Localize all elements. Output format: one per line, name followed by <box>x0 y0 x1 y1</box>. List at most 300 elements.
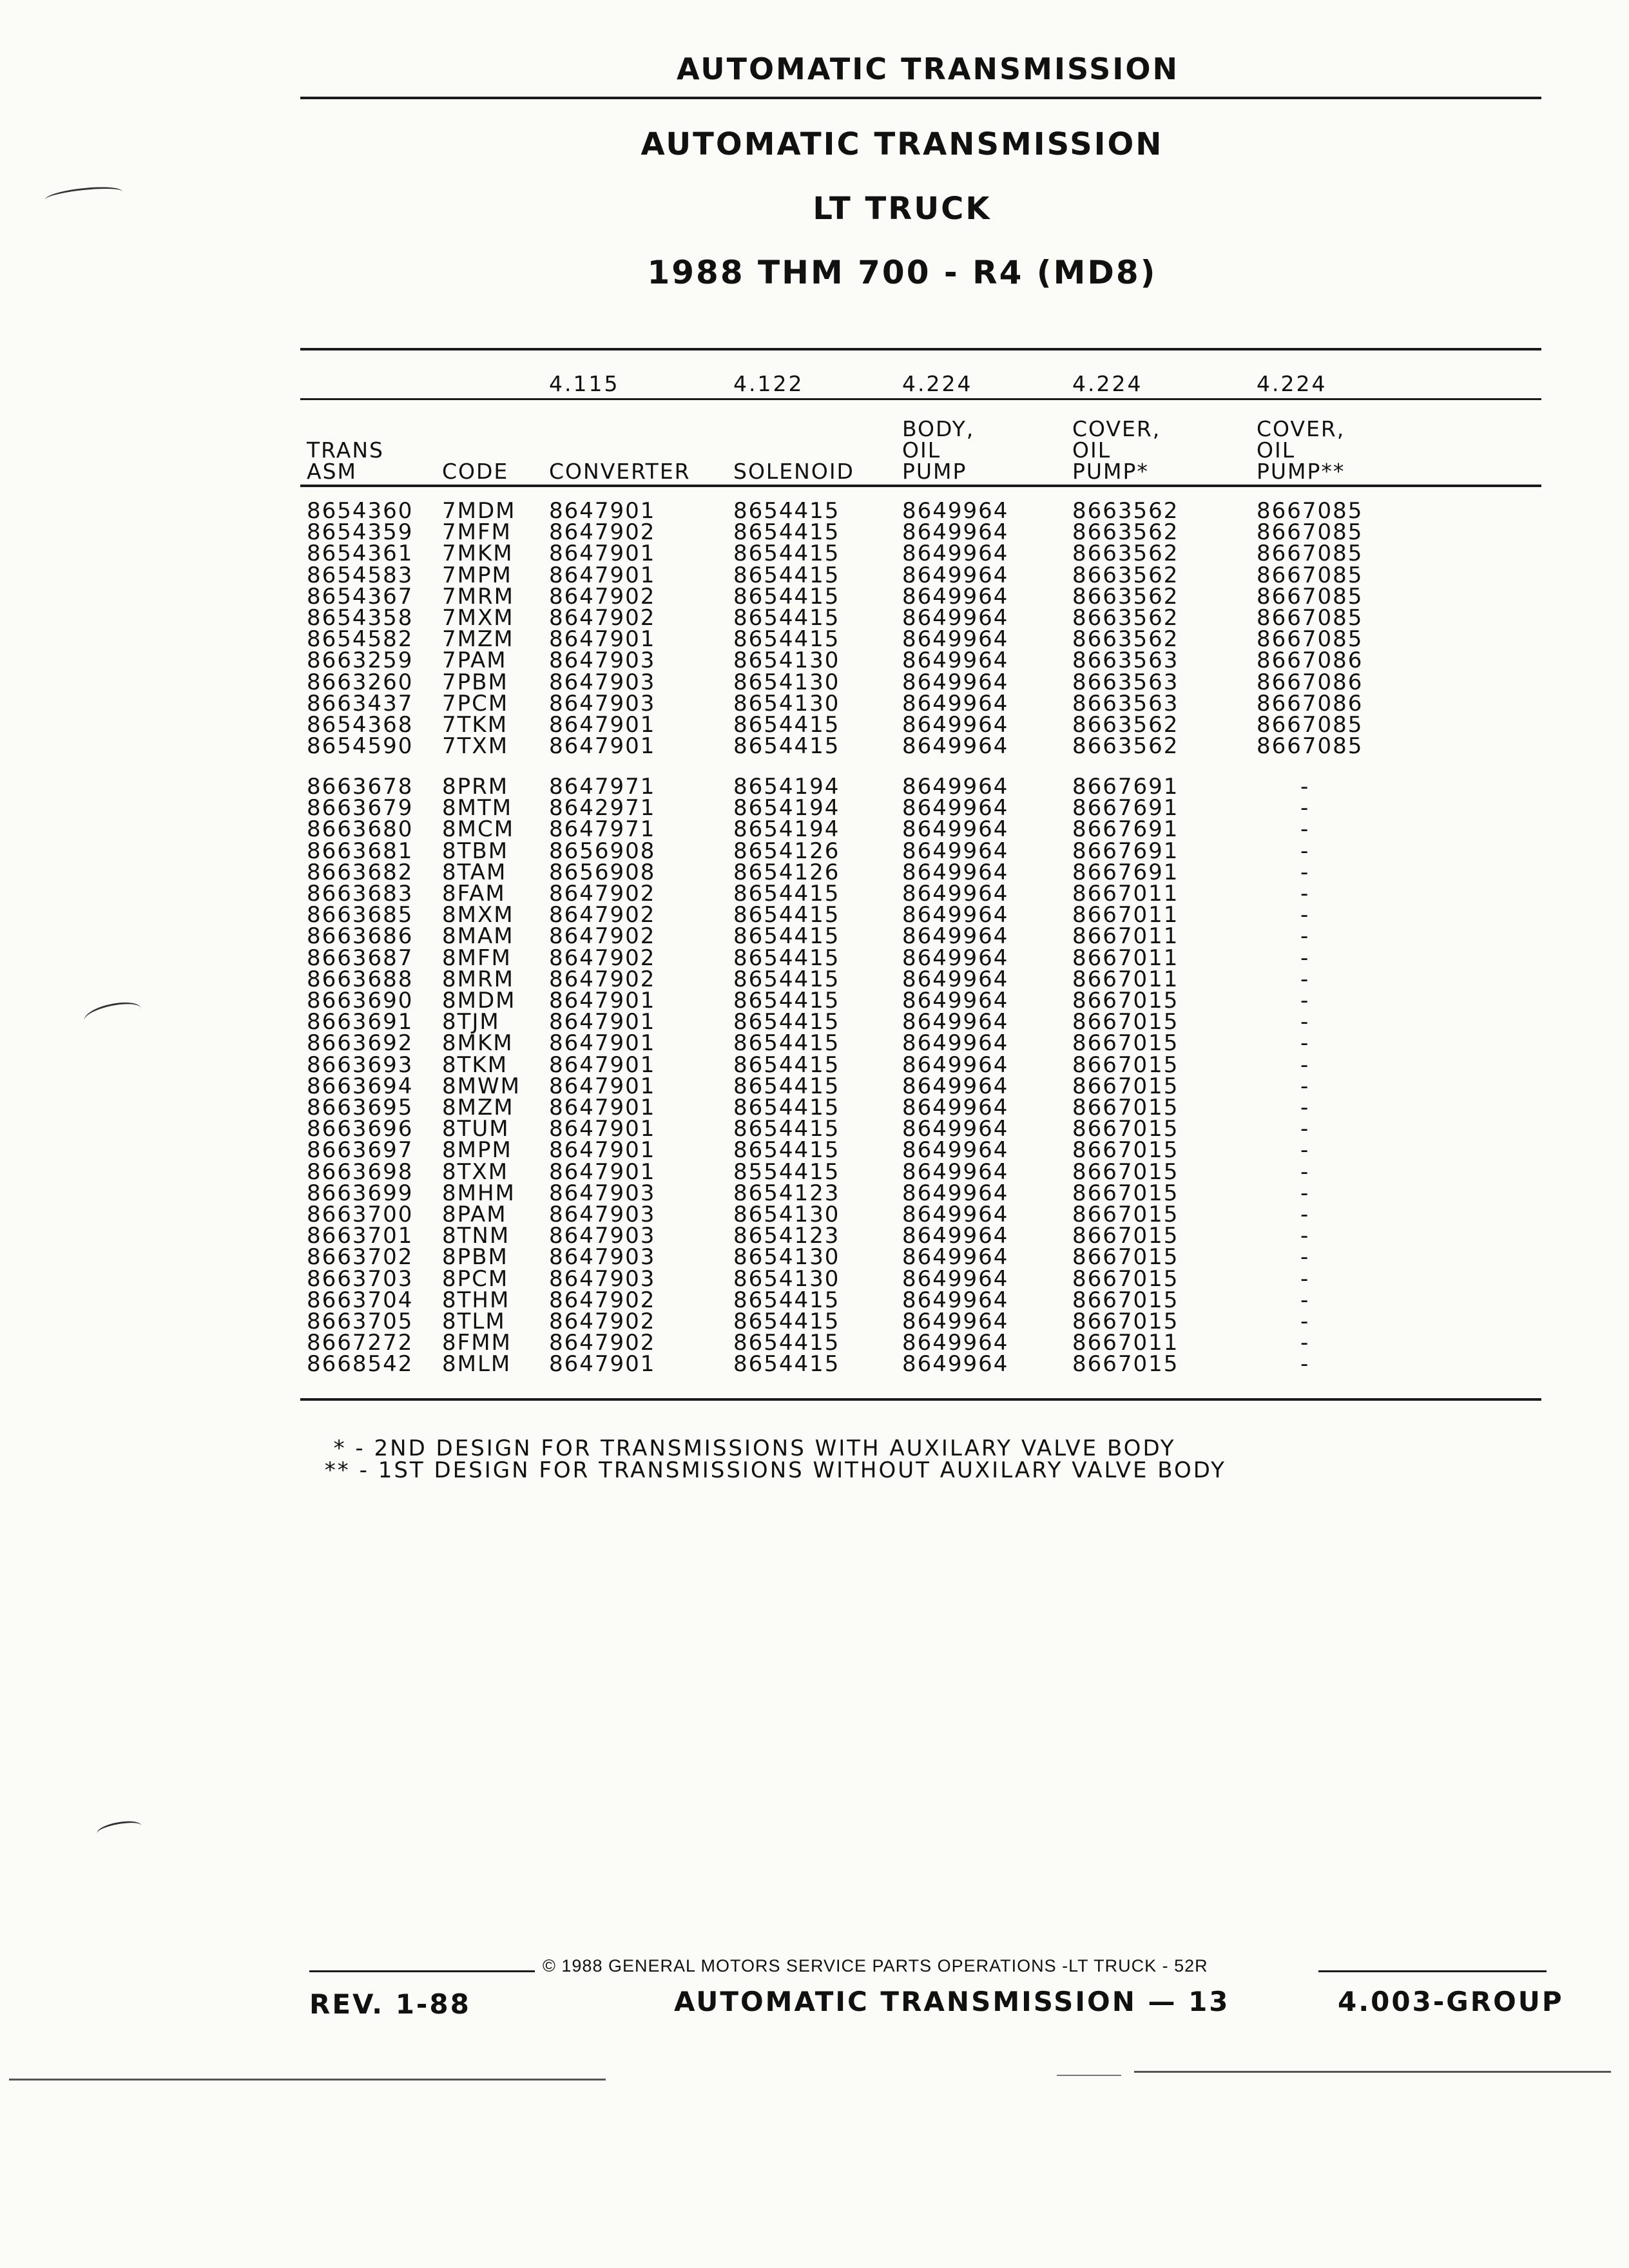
table-row <box>0 881 1629 907</box>
cell-converter: 8647901 <box>549 1030 656 1057</box>
cell-solenoid: 8654123 <box>733 1223 840 1249</box>
cell-solenoid: 8654126 <box>733 838 840 864</box>
column-header-line: BODY, <box>902 416 975 441</box>
table-row <box>0 774 1629 800</box>
table-row <box>0 690 1629 716</box>
cell-trans-asm: 8663687 <box>307 945 414 971</box>
cell-cover-oil-pump-2: 8667085 <box>1257 562 1364 588</box>
table-row <box>0 902 1629 928</box>
cell-cover-oil-pump-2: 8667086 <box>1257 690 1364 716</box>
section-number-converter: 4.115 <box>549 371 620 396</box>
cell-converter: 8647901 <box>549 1009 656 1035</box>
cell-cover-oil-pump-2: - <box>1300 774 1310 800</box>
cell-body-oil-pump: 8649964 <box>902 1265 1009 1292</box>
cell-solenoid: 8654194 <box>733 816 840 843</box>
cell-trans-asm: 8663703 <box>307 1265 414 1292</box>
cell-cover-oil-pump-2: - <box>1300 795 1310 822</box>
cell-code: 8TAM <box>442 859 507 885</box>
cell-trans-asm: 8663693 <box>307 1052 414 1078</box>
cell-code: 8PCM <box>442 1265 509 1292</box>
cell-converter: 8647902 <box>549 945 656 971</box>
cell-cover-oil-pump-2: 8667085 <box>1257 583 1364 610</box>
cell-body-oil-pump: 8649964 <box>902 519 1009 546</box>
cell-converter: 8647902 <box>549 1330 656 1356</box>
cell-body-oil-pump: 8649964 <box>902 626 1009 653</box>
cell-trans-asm: 8663698 <box>307 1158 414 1185</box>
cell-cover-oil-pump-1: 8667011 <box>1072 966 1179 992</box>
footer-page-title: AUTOMATIC TRANSMISSION — 13 <box>674 1986 1230 2017</box>
cell-solenoid: 8654415 <box>733 1351 840 1378</box>
cell-cover-oil-pump-2: - <box>1300 1095 1310 1120</box>
cell-cover-oil-pump-1: 8667015 <box>1072 1009 1179 1035</box>
cell-solenoid: 8654130 <box>733 648 840 674</box>
page-header: AUTOMATIC TRANSMISSION <box>677 52 1179 86</box>
cell-code: 8MDM <box>442 988 516 1014</box>
cell-solenoid: 8654415 <box>733 902 840 928</box>
cell-cover-oil-pump-2: - <box>1300 1137 1310 1164</box>
cell-body-oil-pump: 8649964 <box>902 605 1009 631</box>
cell-cover-oil-pump-1: 8667015 <box>1072 1137 1179 1164</box>
cell-cover-oil-pump-2: 8667085 <box>1257 541 1364 567</box>
table-row <box>0 541 1629 567</box>
cell-cover-oil-pump-1: 8663562 <box>1072 583 1179 610</box>
cell-trans-asm: 8663691 <box>307 1009 414 1035</box>
table-row <box>0 605 1629 631</box>
cell-trans-asm: 8663437 <box>307 690 414 716</box>
cell-converter: 8647901 <box>549 1095 656 1120</box>
cell-cover-oil-pump-1: 8667011 <box>1072 923 1179 950</box>
cell-cover-oil-pump-2: - <box>1300 1244 1310 1271</box>
cell-cover-oil-pump-2: - <box>1300 1287 1310 1313</box>
cell-body-oil-pump: 8649964 <box>902 774 1009 800</box>
cell-cover-oil-pump-1: 8663562 <box>1072 605 1179 631</box>
table-row <box>0 1265 1629 1292</box>
table-row <box>0 712 1629 738</box>
table-bottom-rule <box>300 1398 1541 1401</box>
cell-trans-asm: 8663259 <box>307 648 414 674</box>
section-number-cover-oil-pump-2: 4.224 <box>1257 371 1327 396</box>
cell-body-oil-pump: 8649964 <box>902 712 1009 738</box>
cell-code: 8TLM <box>442 1309 506 1334</box>
column-header-line: CONVERTER <box>549 459 691 484</box>
cell-code: 7TXM <box>442 733 509 760</box>
cell-solenoid: 8654415 <box>733 1116 840 1142</box>
footnote-double-asterisk: ** - 1ST DESIGN FOR TRANSMISSIONS WITHOUT AUXILARY VALVE BODY <box>316 1457 1226 1483</box>
cell-converter: 8647901 <box>549 988 656 1014</box>
cell-cover-oil-pump-1: 8667691 <box>1072 774 1179 800</box>
table-row <box>0 1009 1629 1035</box>
cell-converter: 8647903 <box>549 1223 656 1249</box>
cell-body-oil-pump: 8649964 <box>902 1095 1009 1120</box>
cell-converter: 8647901 <box>549 1158 656 1185</box>
cell-converter: 8647901 <box>549 1116 656 1142</box>
cell-converter: 8647901 <box>549 562 656 588</box>
cell-cover-oil-pump-1: 8667015 <box>1072 1223 1179 1249</box>
cell-trans-asm: 8663697 <box>307 1137 414 1164</box>
cell-cover-oil-pump-1: 8667015 <box>1072 1116 1179 1142</box>
table-row <box>0 838 1629 864</box>
cell-cover-oil-pump-1: 8667015 <box>1072 1158 1179 1185</box>
footnote-single-asterisk: * - 2ND DESIGN FOR TRANSMISSIONS WITH AUXILARY VALVE BODY <box>316 1436 1176 1461</box>
cell-code: 8THM <box>442 1287 510 1313</box>
cell-solenoid: 8654415 <box>733 1052 840 1078</box>
cell-code: 8FAM <box>442 881 506 907</box>
cell-solenoid: 8654126 <box>733 859 840 885</box>
cell-solenoid: 8654415 <box>733 519 840 546</box>
cell-code: 7MXM <box>442 605 514 631</box>
cell-cover-oil-pump-1: 8663563 <box>1072 690 1179 716</box>
cell-body-oil-pump: 8649964 <box>902 583 1009 610</box>
table-row <box>0 988 1629 1014</box>
table-row <box>0 1075 1629 1097</box>
cell-solenoid: 8654415 <box>733 583 840 610</box>
cell-code: 8MHM <box>442 1180 516 1206</box>
footer-revision: REV. 1-88 <box>309 1988 471 2020</box>
cell-cover-oil-pump-2: - <box>1300 1030 1310 1057</box>
cell-cover-oil-pump-2: - <box>1300 1158 1310 1185</box>
table-row <box>0 564 1629 586</box>
cell-converter: 8647902 <box>549 966 656 992</box>
cell-solenoid: 8654415 <box>733 626 840 653</box>
cell-solenoid: 8654130 <box>733 1202 840 1227</box>
cell-body-oil-pump: 8649964 <box>902 1030 1009 1057</box>
cell-code: 8MKM <box>442 1030 514 1057</box>
cell-trans-asm: 8663685 <box>307 902 414 928</box>
cell-cover-oil-pump-2: 8667086 <box>1257 648 1364 674</box>
cell-solenoid: 8654415 <box>733 733 840 760</box>
cell-converter: 8647901 <box>549 712 656 738</box>
cell-solenoid: 8654194 <box>733 795 840 822</box>
cell-cover-oil-pump-2: - <box>1300 945 1310 971</box>
cell-body-oil-pump: 8649964 <box>902 1009 1009 1035</box>
cell-converter: 8647902 <box>549 923 656 950</box>
cell-body-oil-pump: 8649964 <box>902 1202 1009 1227</box>
cell-trans-asm: 8663702 <box>307 1244 414 1271</box>
cell-trans-asm: 8654358 <box>307 605 414 631</box>
table-row <box>0 1158 1629 1185</box>
cell-cover-oil-pump-1: 8667691 <box>1072 838 1179 864</box>
cell-body-oil-pump: 8649964 <box>902 1052 1009 1078</box>
column-header-line: CODE <box>442 459 509 484</box>
cell-cover-oil-pump-1: 8667015 <box>1072 1287 1179 1313</box>
footer-rule-left <box>309 1970 535 1972</box>
table-row <box>0 1204 1629 1225</box>
cell-converter: 8647902 <box>549 1287 656 1313</box>
cell-body-oil-pump: 8649964 <box>902 881 1009 907</box>
column-header-line: SOLENOID <box>733 459 854 484</box>
column-header-line: OIL <box>1257 437 1296 463</box>
column-header-line: PUMP <box>902 459 967 484</box>
table-row <box>0 945 1629 971</box>
cell-cover-oil-pump-1: 8667691 <box>1072 816 1179 843</box>
cell-body-oil-pump: 8649964 <box>902 1244 1009 1271</box>
table-row <box>0 1097 1629 1118</box>
cell-body-oil-pump: 8649964 <box>902 1180 1009 1206</box>
cell-converter: 8647901 <box>549 541 656 567</box>
cell-code: 7MPM <box>442 562 512 588</box>
cell-code: 7PAM <box>442 648 507 674</box>
cell-cover-oil-pump-1: 8667015 <box>1072 1073 1179 1099</box>
cell-solenoid: 8654415 <box>733 988 840 1014</box>
cell-solenoid: 8654415 <box>733 1009 840 1035</box>
cell-cover-oil-pump-1: 8667011 <box>1072 902 1179 928</box>
cell-cover-oil-pump-1: 8667015 <box>1072 1095 1179 1120</box>
cell-solenoid: 8654415 <box>733 1287 840 1313</box>
cell-cover-oil-pump-1: 8663562 <box>1072 498 1179 524</box>
scan-edge-line <box>1134 2071 1611 2073</box>
cell-code: 8PAM <box>442 1202 507 1227</box>
cell-converter: 8647902 <box>549 605 656 631</box>
section-number-solenoid: 4.122 <box>733 371 804 396</box>
cell-converter: 8647903 <box>549 648 656 674</box>
cell-trans-asm: 8654368 <box>307 712 414 738</box>
cell-solenoid: 8654415 <box>733 712 840 738</box>
cell-trans-asm: 8654359 <box>307 519 414 546</box>
cell-body-oil-pump: 8649964 <box>902 923 1009 950</box>
cell-cover-oil-pump-2: - <box>1300 859 1310 885</box>
cell-converter: 8647902 <box>549 902 656 928</box>
cell-body-oil-pump: 8649964 <box>902 1287 1009 1313</box>
cell-code: 7MDM <box>442 498 516 524</box>
cell-converter: 8647901 <box>549 1137 656 1164</box>
cell-cover-oil-pump-1: 8663562 <box>1072 712 1179 738</box>
cell-code: 8MCM <box>442 816 515 843</box>
table-row <box>0 1289 1629 1311</box>
cell-code: 8TUM <box>442 1116 510 1142</box>
cell-converter: 8647903 <box>549 1202 656 1227</box>
cell-body-oil-pump: 8649964 <box>902 816 1009 843</box>
cell-code: 8TKM <box>442 1052 508 1078</box>
cell-trans-asm: 8663681 <box>307 838 414 864</box>
cell-trans-asm: 8663688 <box>307 966 414 992</box>
cell-trans-asm: 8654590 <box>307 733 414 760</box>
footer-copyright: © 1988 GENERAL MOTORS SERVICE PARTS OPERATIONS -LT TRUCK - 52R <box>543 1956 1208 1975</box>
column-header-line: COVER, <box>1072 416 1161 441</box>
table-row <box>0 671 1629 693</box>
cell-converter: 8647901 <box>549 498 656 524</box>
cell-body-oil-pump: 8649964 <box>902 562 1009 588</box>
section-number-cover-oil-pump-1: 4.224 <box>1072 371 1143 396</box>
cell-code: 8MLM <box>442 1351 512 1378</box>
cell-body-oil-pump: 8649964 <box>902 1073 1009 1099</box>
cell-code: 8MTM <box>442 795 513 822</box>
cell-solenoid: 8654415 <box>733 1073 840 1099</box>
column-header-line: TRANS <box>307 437 384 463</box>
cell-trans-asm: 8663696 <box>307 1116 414 1142</box>
cell-code: 8TJM <box>442 1009 500 1035</box>
cell-code: 8MXM <box>442 902 514 928</box>
cell-body-oil-pump: 8649964 <box>902 945 1009 971</box>
column-header-line: OIL <box>1072 437 1112 463</box>
cell-trans-asm: 8663704 <box>307 1287 414 1313</box>
cell-cover-oil-pump-2: - <box>1300 1202 1310 1227</box>
cell-cover-oil-pump-1: 8663563 <box>1072 648 1179 674</box>
cell-converter: 8647902 <box>549 881 656 907</box>
cell-cover-oil-pump-2: - <box>1300 1180 1310 1206</box>
cell-body-oil-pump: 8649964 <box>902 648 1009 674</box>
cell-body-oil-pump: 8649964 <box>902 838 1009 864</box>
cell-code: 8TNM <box>442 1223 510 1249</box>
cell-converter: 8647901 <box>549 626 656 653</box>
cell-body-oil-pump: 8649964 <box>902 966 1009 992</box>
cell-converter: 8647901 <box>549 1351 656 1378</box>
cell-cover-oil-pump-2: - <box>1300 1309 1310 1334</box>
scan-edge-line <box>9 2079 606 2081</box>
cell-code: 8MRM <box>442 966 514 992</box>
binder-hole-mark <box>96 1818 143 1841</box>
table-row <box>0 816 1629 843</box>
cell-cover-oil-pump-2: - <box>1300 1073 1310 1099</box>
table-row <box>0 1311 1629 1332</box>
column-header-line: OIL <box>902 437 941 463</box>
cell-cover-oil-pump-2: - <box>1300 1330 1310 1356</box>
cell-cover-oil-pump-1: 8667015 <box>1072 1052 1179 1078</box>
cell-trans-asm: 8668542 <box>307 1351 414 1378</box>
cell-cover-oil-pump-2: - <box>1300 1052 1310 1078</box>
table-row <box>0 1330 1629 1356</box>
table-row <box>0 1244 1629 1271</box>
cell-solenoid: 8654415 <box>733 1309 840 1334</box>
column-header-line: PUMP* <box>1072 459 1149 484</box>
cell-solenoid: 8654415 <box>733 605 840 631</box>
cell-cover-oil-pump-1: 8667011 <box>1072 1330 1179 1356</box>
table-row <box>0 583 1629 610</box>
cell-cover-oil-pump-2: - <box>1300 1351 1310 1378</box>
title-line-2: LT TRUCK <box>813 191 992 227</box>
cell-trans-asm: 8663679 <box>307 795 414 822</box>
table-row <box>0 1182 1629 1204</box>
table-row <box>0 968 1629 990</box>
cell-trans-asm: 8663682 <box>307 859 414 885</box>
cell-cover-oil-pump-2: - <box>1300 881 1310 907</box>
cell-body-oil-pump: 8649964 <box>902 1309 1009 1334</box>
cell-cover-oil-pump-1: 8667015 <box>1072 1351 1179 1378</box>
cell-solenoid: 8654415 <box>733 1030 840 1057</box>
cell-body-oil-pump: 8649964 <box>902 1116 1009 1142</box>
cell-solenoid: 8654415 <box>733 562 840 588</box>
cell-solenoid: 8654130 <box>733 1244 840 1271</box>
cell-body-oil-pump: 8649964 <box>902 1223 1009 1249</box>
cell-cover-oil-pump-2: 8667085 <box>1257 626 1364 653</box>
cell-body-oil-pump: 8649964 <box>902 795 1009 822</box>
table-row <box>0 733 1629 760</box>
cell-trans-asm: 8654583 <box>307 562 414 588</box>
cell-body-oil-pump: 8649964 <box>902 669 1009 695</box>
cell-trans-asm: 8663700 <box>307 1202 414 1227</box>
cell-cover-oil-pump-1: 8667015 <box>1072 1244 1179 1271</box>
cell-cover-oil-pump-2: - <box>1300 1009 1310 1035</box>
cell-converter: 8647902 <box>549 1309 656 1334</box>
cell-cover-oil-pump-2: 8667085 <box>1257 733 1364 760</box>
cell-body-oil-pump: 8649964 <box>902 988 1009 1014</box>
cell-converter: 8647903 <box>549 1265 656 1292</box>
cell-cover-oil-pump-2: - <box>1300 988 1310 1014</box>
cell-solenoid: 8654415 <box>733 945 840 971</box>
cell-cover-oil-pump-2: - <box>1300 1223 1310 1249</box>
scan-edge-line <box>1057 2075 1121 2076</box>
cell-cover-oil-pump-1: 8667015 <box>1072 1180 1179 1206</box>
cell-trans-asm: 8654582 <box>307 626 414 653</box>
cell-solenoid: 8654415 <box>733 1095 840 1120</box>
table-row <box>0 1116 1629 1142</box>
cell-cover-oil-pump-1: 8667015 <box>1072 1202 1179 1227</box>
cell-converter: 8647971 <box>549 774 656 800</box>
cell-trans-asm: 8667272 <box>307 1330 414 1356</box>
table-row <box>0 519 1629 546</box>
table-row <box>0 626 1629 653</box>
cell-code: 7MFM <box>442 519 512 546</box>
cell-solenoid: 8654415 <box>733 923 840 950</box>
cell-converter: 8647903 <box>549 669 656 695</box>
cell-code: 8PBM <box>442 1244 508 1271</box>
table-row <box>0 1030 1629 1057</box>
cell-body-oil-pump: 8649964 <box>902 690 1009 716</box>
cell-solenoid: 8654415 <box>733 966 840 992</box>
cell-body-oil-pump: 8649964 <box>902 498 1009 524</box>
cell-trans-asm: 8654360 <box>307 498 414 524</box>
footer-group: 4.003-GROUP <box>1338 1986 1564 2017</box>
cell-solenoid: 8654415 <box>733 881 840 907</box>
cell-solenoid: 8654415 <box>733 1330 840 1356</box>
table-row <box>0 1137 1629 1164</box>
cell-body-oil-pump: 8649964 <box>902 541 1009 567</box>
cell-converter: 8647901 <box>549 1073 656 1099</box>
cell-solenoid: 8654194 <box>733 774 840 800</box>
column-header-line: ASM <box>307 459 357 484</box>
cell-converter: 8647902 <box>549 583 656 610</box>
cell-converter: 8647903 <box>549 1244 656 1271</box>
cell-code: 8MWM <box>442 1073 521 1099</box>
cell-code: 7MRM <box>442 583 514 610</box>
cell-trans-asm: 8663680 <box>307 816 414 843</box>
cell-cover-oil-pump-2: - <box>1300 966 1310 992</box>
cell-cover-oil-pump-1: 8663562 <box>1072 541 1179 567</box>
cell-code: 7MZM <box>442 626 514 653</box>
cell-body-oil-pump: 8649964 <box>902 1158 1009 1185</box>
cell-body-oil-pump: 8649964 <box>902 859 1009 885</box>
cell-cover-oil-pump-1: 8667015 <box>1072 1309 1179 1334</box>
cell-trans-asm: 8663701 <box>307 1223 414 1249</box>
cell-code: 8MPM <box>442 1137 512 1164</box>
table-row <box>0 861 1629 883</box>
cell-solenoid: 8654130 <box>733 1265 840 1292</box>
column-header-line: COVER, <box>1257 416 1345 441</box>
cell-cover-oil-pump-1: 8663562 <box>1072 562 1179 588</box>
cell-code: 8MZM <box>442 1095 514 1120</box>
cell-body-oil-pump: 8649964 <box>902 1351 1009 1378</box>
cell-converter: 8642971 <box>549 795 656 822</box>
cell-cover-oil-pump-1: 8663562 <box>1072 733 1179 760</box>
cell-solenoid: 8654415 <box>733 1137 840 1164</box>
cell-trans-asm: 8663695 <box>307 1095 414 1120</box>
cell-cover-oil-pump-2: 8667085 <box>1257 712 1364 738</box>
cell-body-oil-pump: 8649964 <box>902 1137 1009 1164</box>
column-header-line: PUMP** <box>1257 459 1345 484</box>
cell-body-oil-pump: 8649964 <box>902 733 1009 760</box>
cell-trans-asm: 8663694 <box>307 1073 414 1099</box>
cell-code: 8TXM <box>442 1158 509 1185</box>
cell-solenoid: 8654415 <box>733 498 840 524</box>
cell-trans-asm: 8663690 <box>307 988 414 1014</box>
title-line-1: AUTOMATIC TRANSMISSION <box>641 126 1164 162</box>
cell-solenoid: 8654415 <box>733 541 840 567</box>
table-row <box>0 498 1629 524</box>
cell-body-oil-pump: 8649964 <box>902 902 1009 928</box>
cell-solenoid: 8654130 <box>733 669 840 695</box>
cell-trans-asm: 8663699 <box>307 1180 414 1206</box>
cell-code: 8FMM <box>442 1330 512 1356</box>
cell-trans-asm: 8663692 <box>307 1030 414 1057</box>
